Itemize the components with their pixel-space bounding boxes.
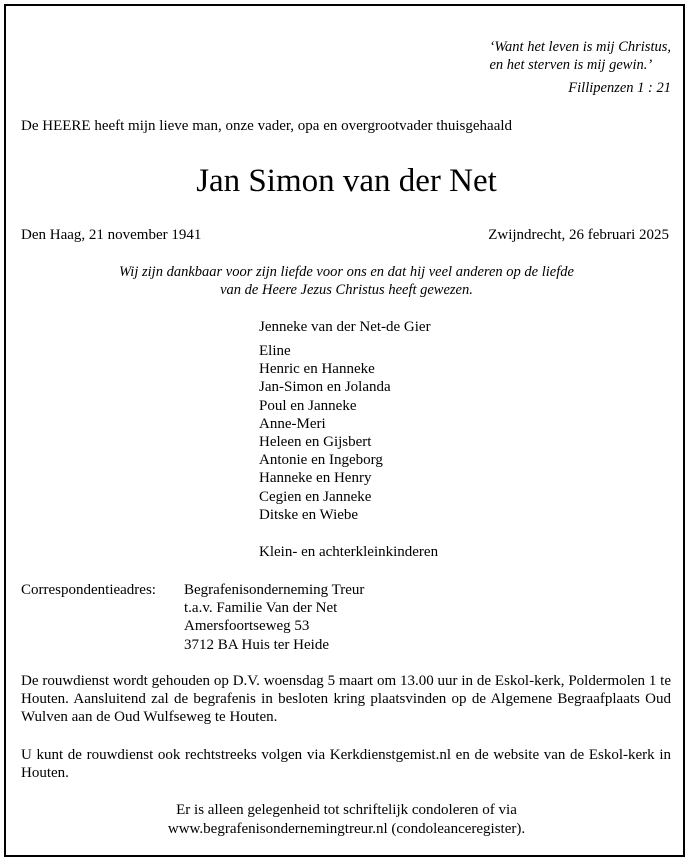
death-place-date: Zwijndrecht, 26 februari 2025 — [488, 227, 669, 243]
thanks-line-2: van de Heere Jezus Christus heeft gewezen. — [220, 282, 473, 298]
thanks-line-1: Wij zijn dankbaar voor zijn liefde voor ons en dat hij veel anderen op de liefde — [119, 264, 574, 280]
deceased-name: Jan Simon van der Net — [196, 163, 497, 199]
address-line: Amersfoortseweg 53 — [184, 618, 310, 635]
intro-text: De HEERE heeft mijn lieve man, onze vader, opa en overgrootvader thuisgehaald — [21, 118, 513, 134]
grandchildren-line: Klein- en achterkleinkinderen — [259, 544, 439, 560]
child-entry: Antonie en Ingeborg — [259, 452, 383, 469]
bible-reference: Fillipenzen 1 : 21 — [568, 80, 671, 96]
thanks-text — [0, 263, 693, 299]
child-entry: Heleen en Gijsbert — [259, 433, 372, 450]
child-entry: Ditske en Wiebe — [259, 506, 359, 523]
child-entry: Jan-Simon en Jolanda — [259, 379, 391, 396]
spouse-name: Jenneke van der Net-de Gier — [259, 319, 431, 335]
correspondence-label: Correspondentieadres: — [21, 582, 156, 598]
children-list — [259, 342, 391, 524]
child-entry: Cegien en Janneke — [259, 488, 372, 505]
address-line: t.a.v. Familie Van der Net — [184, 600, 338, 617]
birth-place-date: Den Haag, 21 november 1941 — [21, 227, 202, 243]
child-entry: Henric en Hanneke — [259, 361, 375, 378]
child-entry: Poul en Janneke — [259, 397, 357, 414]
child-entry: Eline — [259, 343, 291, 359]
service-paragraph: De rouwdienst wordt gehouden op D.V. woensdag 5 maart om 13.00 uur in de Eskol-kerk, Poldermolen 1 te Houten. Aansluitend zal de begrafenis in besloten kring plaatsvinden op de Algemene Begraafplaats Oud Wulven aan de Oud Wulfseweg te Houten. — [21, 673, 671, 726]
condolence-line-2: www.begrafenisondernemingtreur.nl (condoleanceregister). — [167, 820, 526, 837]
child-entry: Hanneke en Henry — [259, 470, 372, 487]
bible-quote-line-2: en het sterven is mij gewin.’ — [489, 57, 653, 73]
correspondence-address — [184, 581, 364, 654]
livestream-paragraph: U kunt de rouwdienst ook rechtstreeks volgen via Kerkdienstgemist.nl en de website van de Eskol-kerk in Houten. — [21, 747, 671, 782]
bible-quote-line-1: ‘Want het leven is mij Christus, — [489, 39, 671, 55]
address-line: 3712 BA Huis ter Heide — [184, 636, 329, 653]
condolence-note — [0, 801, 693, 838]
bible-quote — [489, 38, 671, 74]
condolence-line-1: Er is alleen gelegenheid tot schriftelijk condoleren of via — [176, 802, 517, 818]
address-line: Begrafenisonderneming Treur — [184, 582, 365, 598]
child-entry: Anne-Meri — [259, 415, 326, 432]
